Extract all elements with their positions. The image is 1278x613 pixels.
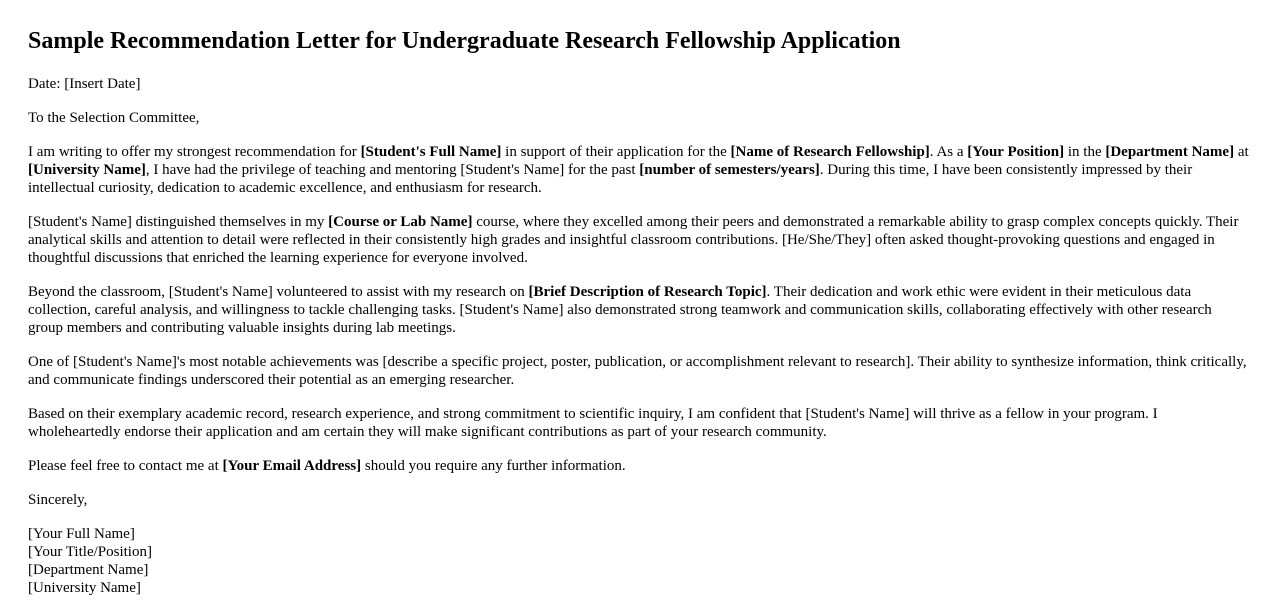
placeholder-student-full-name: [Student's Full Name]: [360, 144, 502, 160]
placeholder-research-topic: [Brief Description of Research Topic]: [528, 284, 767, 300]
placeholder-email-address: [Your Email Address]: [222, 458, 362, 474]
text-span: in the: [1064, 144, 1106, 160]
signature-department: [Department Name]: [28, 562, 149, 578]
paragraph-contact: [28, 457, 1250, 475]
signature-university: [University Name]: [28, 580, 141, 596]
placeholder-your-position: [Your Position]: [967, 144, 1065, 160]
placeholder-course-name: [Course or Lab Name]: [328, 214, 473, 230]
date-line: Date: [Insert Date]: [28, 76, 141, 92]
text-span: should you require any further information.: [361, 458, 626, 474]
signature-title: [Your Title/Position]: [28, 544, 152, 560]
paragraph-coursework: [28, 213, 1250, 267]
placeholder-duration: [number of semesters/years]: [639, 162, 820, 178]
text-span: . During this time, I have been consistently impressed by their intellectual curiosity, dedication to academic excellence, and enthusiasm for research.: [28, 162, 1193, 196]
text-span: Beyond the classroom, [Student's Name] volunteered to assist with my research on: [28, 284, 529, 300]
signature-block: [28, 525, 1250, 597]
placeholder-fellowship-name: [Name of Research Fellowship]: [730, 144, 930, 160]
text-span: at: [1234, 144, 1249, 160]
text-span: . Their dedication and work ethic were evident in their meticulous data collection, careful analysis, and willingness to tackle challenging tasks. [Student's Name] also demonstrated strong teamwork and communication skills, collaborating effectively with other research group members and contributing valuable insights during lab meetings.: [28, 284, 1212, 336]
text-span: in support of their application for the: [501, 144, 731, 160]
text-span: , I have had the privilege of teaching and mentoring [Student's Name] for the past: [145, 162, 640, 178]
letter-document: [28, 27, 1250, 613]
placeholder-university-name: [University Name]: [28, 162, 146, 178]
text-span: course, where they excelled among their peers and demonstrated a remarkable ability to grasp complex concepts quickly. Their analytical skills and attention to detail were reflected in their consistently high grades and insightful classroom contributions. [He/She/They] often asked thought-provoking questions and engaged in thoughtful discussions that enriched the learning experience for everyone involved.: [28, 214, 1239, 266]
paragraph-achievements: One of [Student's Name]'s most notable achievements was [describe a specific project, poster, publication, or accomplishment relevant to research]. Their ability to synthesize information, think critically, and communicate findings underscored their potential as an emerging researcher.: [28, 354, 1247, 388]
placeholder-department-name: [Department Name]: [1105, 144, 1235, 160]
paragraph-research: [28, 283, 1250, 337]
text-span: I am writing to offer my strongest recommendation for: [28, 144, 361, 160]
text-span: [Student's Name] distinguished themselves in my: [28, 214, 329, 230]
text-span: Please feel free to contact me at: [28, 458, 223, 474]
signature-name: [Your Full Name]: [28, 526, 135, 542]
text-span: . As a: [929, 144, 968, 160]
salutation: To the Selection Committee,: [28, 110, 200, 126]
paragraph-endorsement: Based on their exemplary academic record, research experience, and strong commitment to scientific inquiry, I am confident that [Student's Name] will thrive as a fellow in your program. I wholeheartedly endorse their application and am certain they will make significant contributions as part of your research community.: [28, 406, 1158, 440]
page-title: Sample Recommendation Letter for Undergraduate Research Fellowship Application: [28, 28, 901, 54]
paragraph-introduction: [28, 143, 1250, 197]
closing: Sincerely,: [28, 492, 88, 508]
